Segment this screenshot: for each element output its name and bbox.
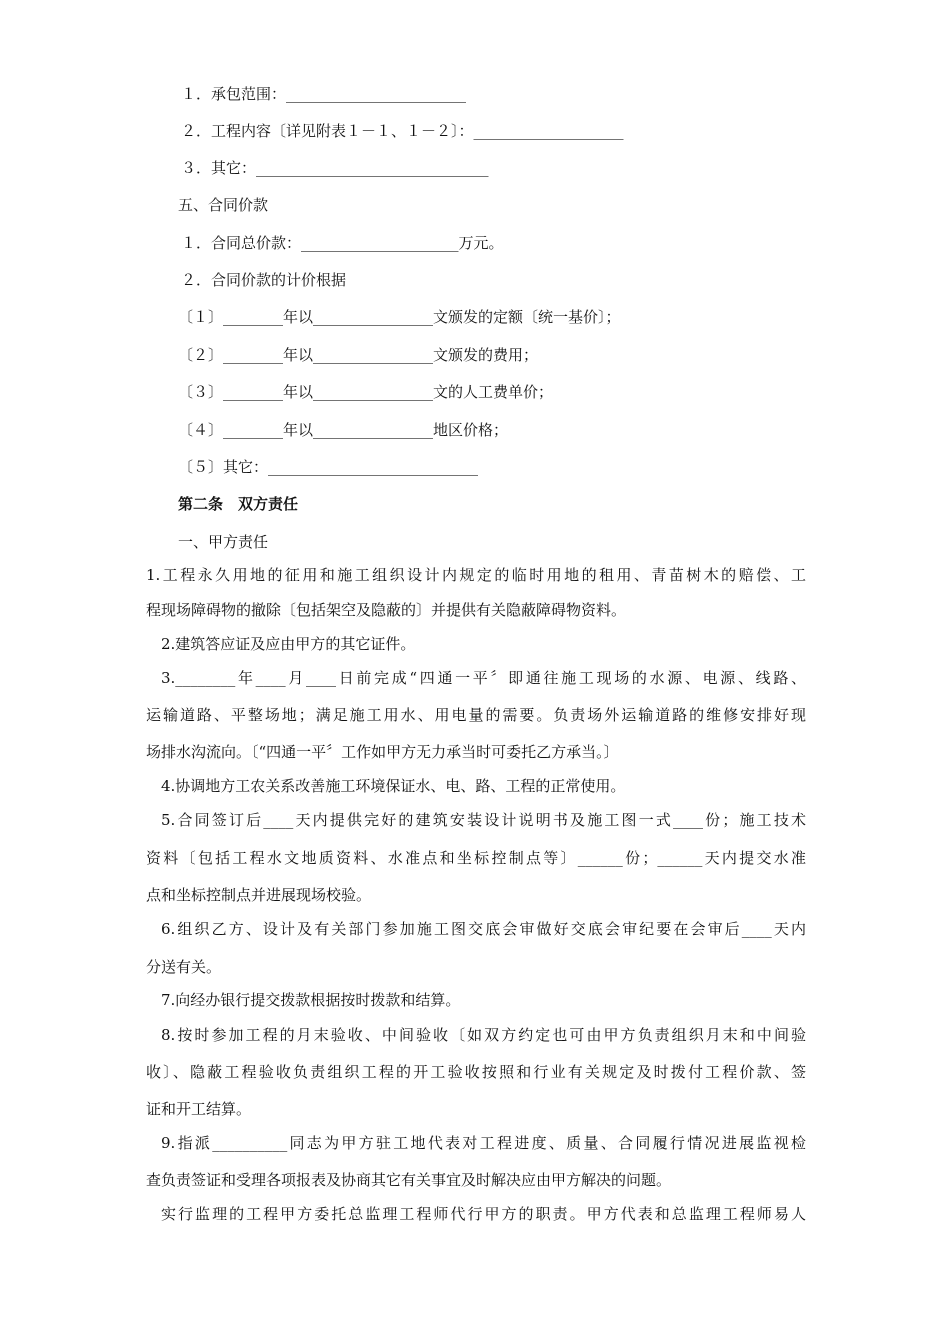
item-total-price: １．合同总价款：_____________________万元。 (181, 234, 504, 252)
clause-1-line-1: 1.工程永久用地的征用和施工组织设计内规定的临时用地的租用、青苗树木的赔偿、工 (146, 566, 806, 584)
clause-8-line-3: 证和开工结算。 (146, 1100, 252, 1118)
clause-6-line-2: 分送有关。 (146, 958, 222, 976)
item-pricing-basis: ２．合同价款的计价根据 (181, 271, 347, 289)
item-work-content: ２．工程内容〔详见附表１－１、１－２〕：____________________ (181, 122, 624, 140)
clause-3-line-3: 场排水沟流向。〔“四通一平〞工作如甲方无力承当时可委托乙方承当。〕 (146, 743, 619, 761)
basis-item-3: 〔３〕________年以________________文的人工费单价； (178, 383, 554, 401)
basis-item-5: 〔５〕其它：____________________________ (178, 458, 479, 476)
clause-9-line-2: 查负责签证和受理各项报表及协商其它有关事宜及时解决应由甲方解决的问题。 (146, 1171, 672, 1189)
clause-7: 7.向经办银行提交拨款根据按时拨款和结算。 (161, 991, 461, 1009)
clause-5-line-2: 资料〔包括工程水文地质资料、水准点和坐标控制点等〕______份；______天内提交水准 (146, 849, 806, 867)
basis-item-4: 〔４〕________年以________________地区价格； (178, 421, 509, 439)
item-contract-scope: １．承包范围：________________________ (181, 85, 467, 103)
section-heading-price: 五、合同价款 (178, 196, 269, 214)
clause-1-line-2: 程现场障碍物的撤除〔包括架空及隐蔽的〕并提供有关隐蔽障碍物资料。 (146, 601, 627, 619)
basis-item-2: 〔２〕________年以________________文颁发的费用； (178, 346, 539, 364)
clause-9-line-1: 9.指派__________同志为甲方驻工地代表对工程进度、质量、合同履行情况进展监视检 (161, 1134, 806, 1152)
clause-3-line-2: 运输道路、平整场地；满足施工用水、用电量的需要。负责场外运输道路的维修安排好现 (146, 706, 806, 724)
clause-5-line-3: 点和坐标控制点并进展现场校验。 (146, 886, 372, 904)
basis-item-1: 〔１〕________年以________________文颁发的定额〔统一基价〕； (178, 308, 621, 326)
section-heading-party-a: 一、甲方责任 (178, 533, 269, 551)
clause-6-line-1: 6.组织乙方、设计及有关部门参加施工图交底会审做好交底会审纪要在会审后____天内 (161, 920, 806, 938)
clause-2: 2.建筑答应证及应由甲方的其它证件。 (161, 635, 416, 653)
clause-8-line-1: 8.按时参加工程的月末验收、中间验收〔如双方约定也可由甲方负责组织月末和中间验 (161, 1026, 806, 1044)
item-other: ３．其它：_______________________________ (181, 159, 489, 177)
clause-8-line-2: 收〕、隐蔽工程验收负责组织工程的开工验收按照和行业有关规定及时拨付工程价款、签 (146, 1063, 806, 1081)
article-heading: 第二条 双方责任 (178, 495, 299, 513)
clause-3-line-1: 3.________年____月____日前完成“四通一平〞即通往施工现场的水源、电源、线路、 (161, 669, 806, 687)
supervision-paragraph: 实行监理的工程甲方委托总监理工程师代行甲方的职责。甲方代表和总监理工程师易人 (161, 1205, 806, 1223)
clause-4: 4.协调地方工农关系改善施工环境保证水、电、路、工程的正常使用。 (161, 777, 626, 795)
clause-5-line-1: 5.合同签订后____天内提供完好的建筑安装设计说明书及施工图一式____份；施工技术 (161, 811, 806, 829)
